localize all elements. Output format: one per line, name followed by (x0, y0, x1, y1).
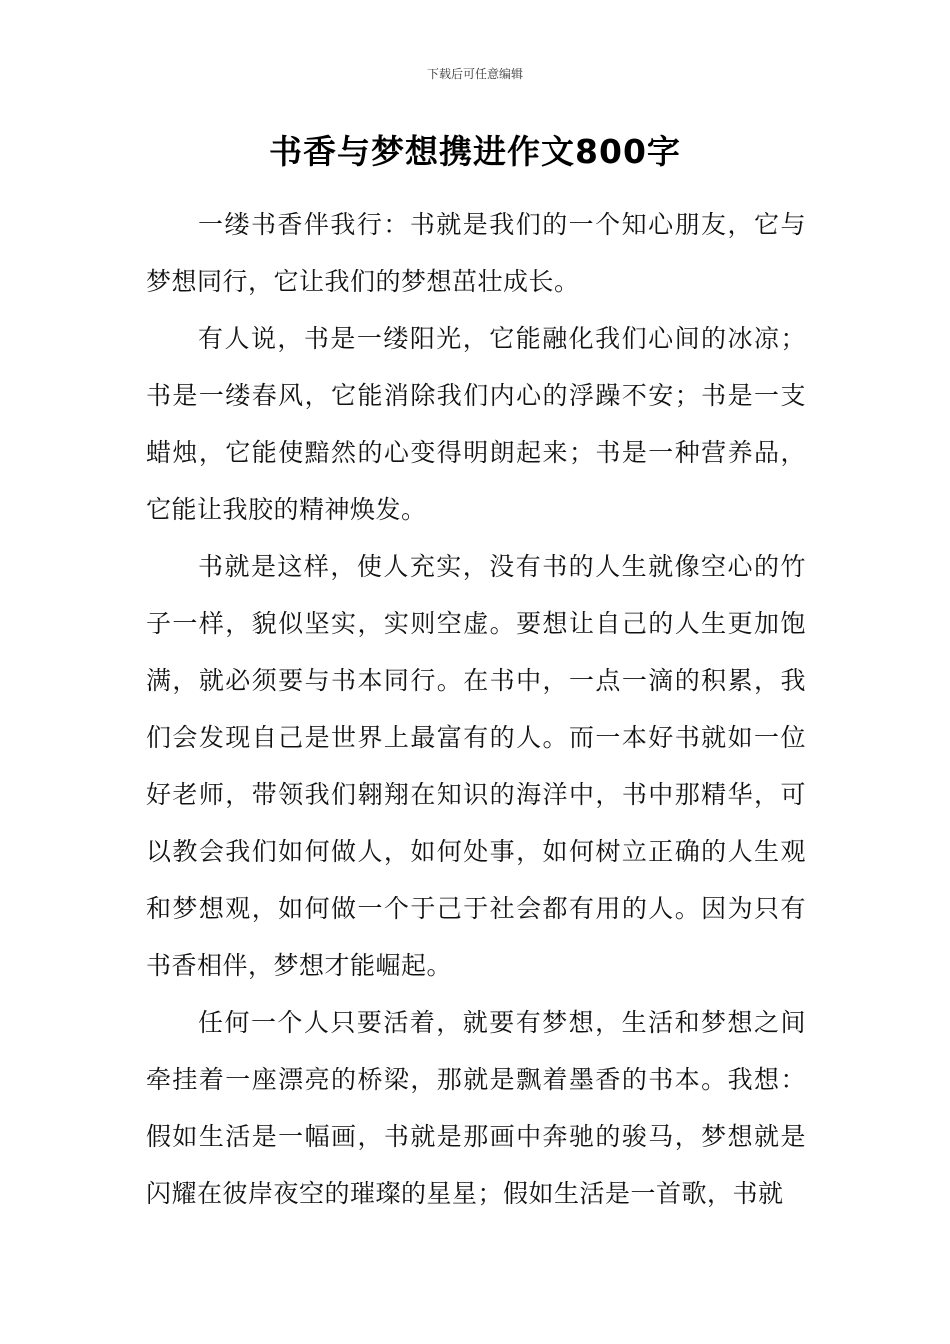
document-body (146, 196, 806, 1222)
header-note: 下载后可任意编辑 (426, 67, 523, 81)
document-title: 书香与梦想携进作文800字 (269, 132, 681, 171)
paragraph-2: 有人说，书是一缕阳光，它能融化我们心间的冰凉；书是一缕春风，它能消除我们内心的浮躁不安；书是一支蜡烛，它能使黯然的心变得明朗起来；书是一种营养品，它能让我胶的精神焕发。 (146, 324, 806, 524)
paragraph-1: 一缕书香伴我行：书就是我们的一个知心朋友，它与梦想同行，它让我们的梦想茁壮成长。 (146, 210, 806, 296)
paragraph-3: 书就是这样，使人充实，没有书的人生就像空心的竹子一样，貌似坚实，实则空虚。要想让自己的人生更加饱满，就必须要与书本同行。在书中，一点一滴的积累，我们会发现自己是世界上最富有的人。而一本好书就如一位好老师，带领我们翱翔在知识的海洋中，书中那精华，可以教会我们如何做人，如何处事，如何树立正确的人生观和梦想观，如何做一个于己于社会都有用的人。因为只有书香相伴，梦想才能崛起。 (146, 552, 806, 980)
paragraph-4: 任何一个人只要活着，就要有梦想，生活和梦想之间牵挂着一座漂亮的桥梁，那就是飘着墨香的书本。我想：假如生活是一幅画，书就是那画中奔驰的骏马，梦想就是闪耀在彼岸夜空的璀璨的星星；假如生活是一首歌，书就 (146, 1008, 806, 1208)
